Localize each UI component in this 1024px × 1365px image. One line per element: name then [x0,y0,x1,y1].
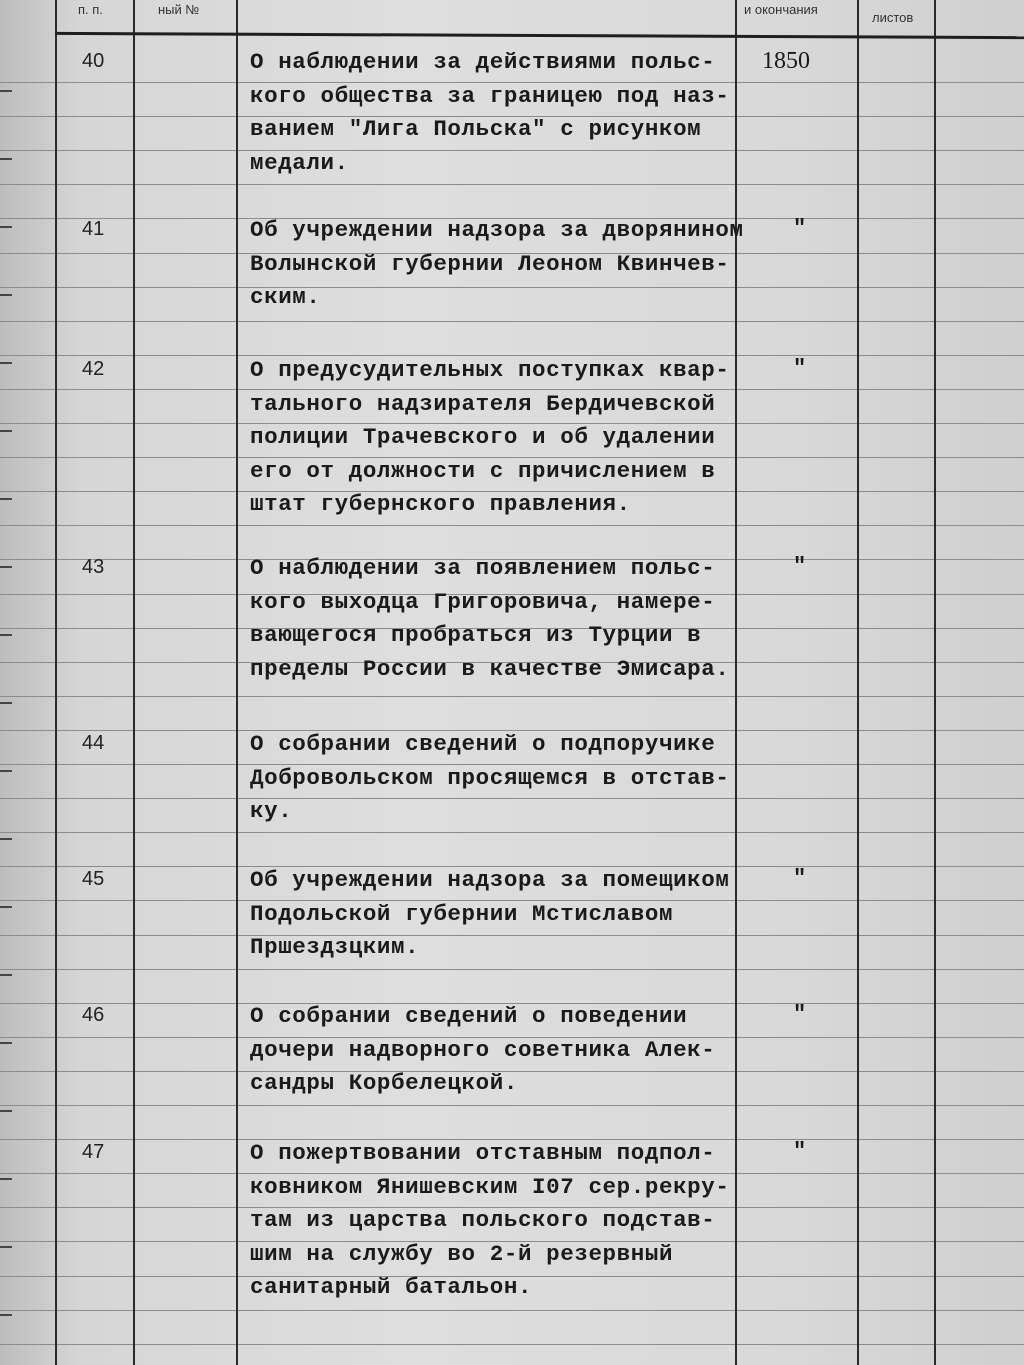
ruled-line [0,832,1024,833]
description-line: кого выходца Григоровича, намере- [250,588,716,615]
margin-tick [0,226,12,228]
ruled-line [0,1344,1024,1345]
description-line: Пршездзцким. [250,934,420,960]
description-line: кого общества за границею под наз- [250,82,730,109]
margin-tick [0,906,12,908]
margin-tick [0,838,12,840]
entry-description [250,1137,750,1305]
margin-tick [0,362,12,364]
ruled-line [0,525,1024,526]
ruled-line [0,1310,1024,1311]
entry-number: 42 [82,358,105,380]
description-line: ванием "Лига Польска" с рисунком [250,116,702,142]
ruled-line [0,184,1024,185]
description-line: медали. [250,149,349,176]
entry-description [250,46,750,180]
header-dates: и окончания [744,2,818,17]
description-line: Об учреждении надзора за помещиком [250,867,730,893]
margin-tick [0,1246,12,1248]
margin-tick [0,1178,12,1180]
description-line: О собрании сведений о поведении [250,1003,688,1029]
margin-tick [0,158,12,160]
column-divider [934,0,936,1365]
header-divider [55,32,1024,39]
entry-description [250,864,750,965]
description-line: тального надзирателя Бердичевской [250,390,716,417]
entry-number: 43 [82,556,105,578]
description-line: полиции Трачевского и об удалении [250,424,716,450]
margin-tick [0,634,12,636]
description-line: О собрании сведений о подпоручике [250,731,716,757]
ruled-line [0,1105,1024,1106]
ditto-mark: " [793,1139,807,1164]
margin-tick [0,294,12,296]
description-line: пределы России в качестве Эмисара. [250,655,730,682]
margin-tick [0,90,12,92]
description-line: ским. [250,284,321,310]
description-line: санитарный батальон. [250,1274,533,1300]
margin-tick [0,430,12,432]
column-divider [857,0,859,1365]
header-old-number: ный № [158,2,200,17]
description-line: там из царства польского подстав- [250,1207,716,1233]
entry-number: 45 [82,868,105,890]
description-line: Добровольском просящемся в отстав- [250,764,730,791]
entry-description [250,552,750,686]
entry-number: 44 [82,732,105,754]
ruled-line [0,321,1024,322]
description-line: вающегося пробраться из Турции в [250,622,702,648]
column-divider [236,0,238,1365]
ditto-mark: " [793,866,807,891]
margin-tick [0,498,12,500]
column-divider [55,0,57,1365]
description-line: Об учреждении надзора за дворянином [250,217,744,243]
ditto-mark: " [793,356,807,381]
entry-number: 47 [82,1141,105,1163]
margin-tick [0,566,12,568]
description-line: штат губернского правления. [250,491,631,517]
entry-description [250,214,750,315]
margin-tick [0,770,12,772]
description-line: ковником Янишевским I07 сер.рекру- [250,1173,730,1200]
entry-number: 40 [82,50,105,72]
margin-tick [0,1042,12,1044]
ditto-mark: " [793,554,807,579]
entry-description [250,728,750,829]
description-line: О наблюдении за действиями польс- [250,49,716,75]
ditto-mark: " [793,216,807,241]
ditto-mark: " [793,1002,807,1027]
description-line: О пожертвовании отставным подпол- [250,1140,716,1166]
entry-number: 41 [82,218,105,240]
margin-tick [0,1110,12,1112]
entry-number: 46 [82,1004,105,1026]
description-line: О наблюдении за появлением польс- [250,555,716,581]
margin-tick [0,974,12,976]
description-line: Подольской губернии Мстиславом [250,900,674,927]
column-divider [133,0,135,1365]
description-line: О предусудительных поступках квар- [250,357,730,383]
header-number: п. п. [78,2,103,17]
description-line: дочери надворного советника Алек- [250,1036,716,1063]
entry-description [250,1000,750,1101]
margin-tick [0,1314,12,1316]
description-line: сандры Корбелецкой. [250,1070,518,1096]
ruled-line [0,696,1024,697]
description-line: Волынской губернии Леоном Квинчев- [250,250,730,277]
header-sheets: листов [872,10,914,25]
entry-date: 1850 [762,48,810,74]
ruled-line [0,969,1024,970]
description-line: ку. [250,798,293,824]
margin-tick [0,702,12,704]
description-line: шим на службу во 2-й резервный [250,1240,674,1267]
entry-description [250,354,750,522]
description-line: его от должности с причислением в [250,457,716,484]
